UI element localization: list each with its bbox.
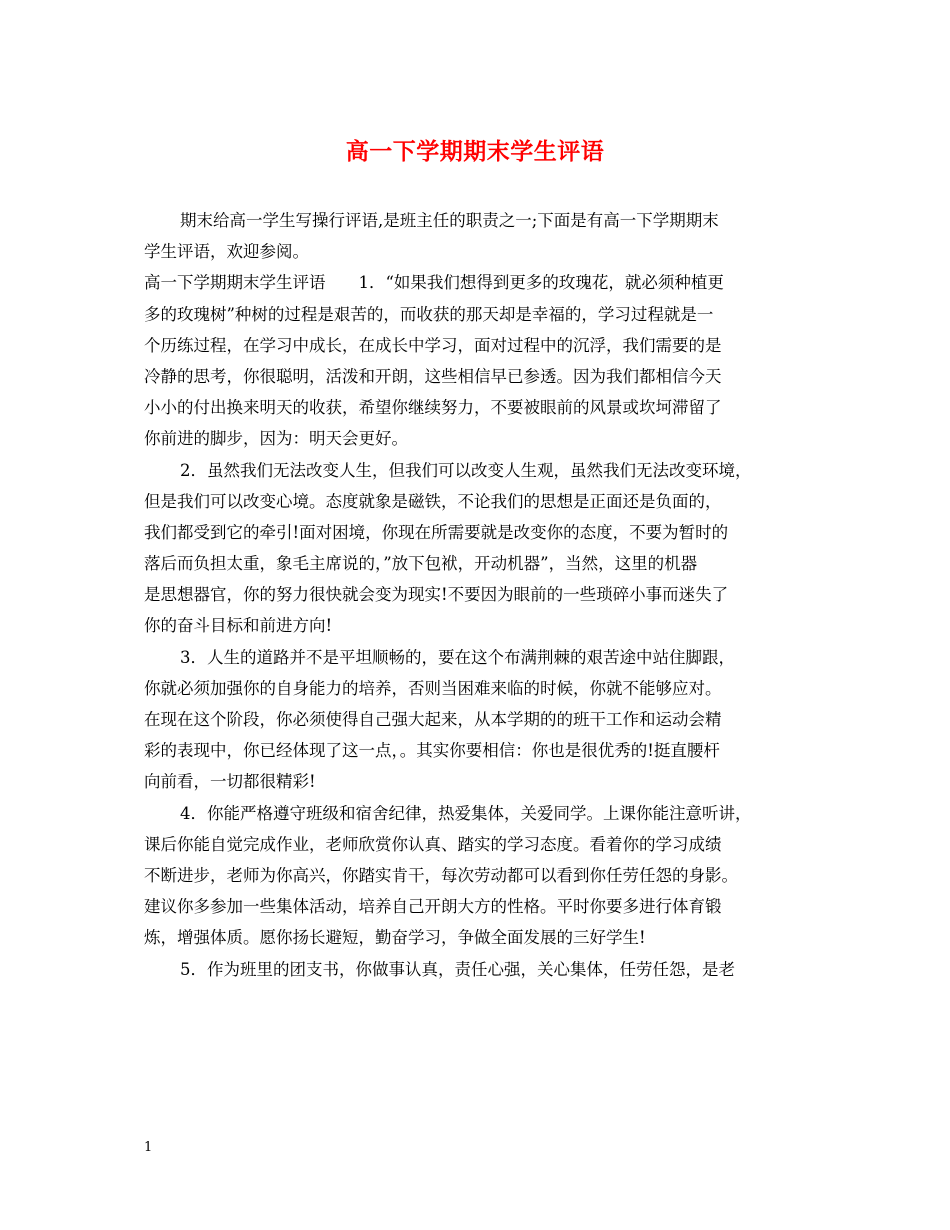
text-line: 你前进的脚步，因为：明天会更好。 (144, 429, 408, 449)
text-line: 小小的付出换来明天的收获，希望你继续努力，不要被眼前的风景或坎坷滞留了 (144, 398, 722, 418)
text-line: 不断进步，老师为你高兴，你踏实肯干，每次劳动都可以看到你任劳任怨的身影。 (144, 865, 738, 885)
text-line: 是思想器官，你的努力很快就会变为现实!不要因为眼前的一些琐碎小事而迷失了 (144, 585, 729, 605)
text-line: 学生评语，欢迎参阅。 (144, 242, 309, 262)
text-line: 落后而负担太重，象毛主席说的，”放下包袱，开动机器”，当然，这里的机器 (144, 554, 698, 574)
text-line: 炼，增强体质。愿你扬长避短，勤奋学习，争做全面发展的三好学生! (144, 928, 646, 948)
text-line: 彩的表现中，你已经体现了这一点，。其实你要相信：你也是很优秀的!挺直腰杆 (144, 741, 720, 761)
document-body (144, 205, 809, 985)
text-line: 但是我们可以改变心境。态度就象是磁铁，不论我们的思想是正面还是负面的， (144, 491, 722, 511)
text-line: 你的奋斗目标和前进方向! (144, 616, 333, 636)
text-line: 4．你能严格遵守班级和宿舍纪律，热爱集体，关爱同学。上课你能注意听讲， (180, 803, 752, 823)
text-line: 多的玫瑰树”种树的过程是艰苦的，而收获的那天却是幸福的，学习过程就是一 (144, 304, 714, 324)
text-line: 我们都受到它的牵引!面对困境，你现在所需要就是改变你的态度，不要为暂时的 (144, 522, 729, 542)
text-line: 5．作为班里的团支书，你做事认真，责任心强，关心集体，任劳任怨，是老 (180, 959, 735, 979)
text-line: 3．人生的道路并不是平坦顺畅的，要在这个布满荆棘的艰苦途中站住脚跟， (180, 647, 735, 667)
text-line: 高一下学期期末学生评语 1．“如果我们想得到更多的玫瑰花，就必须种植更 (144, 273, 724, 293)
text-line: 课后你能自觉完成作业，老师欣赏你认真、踏实的学习态度。看着你的学习成绩 (144, 834, 722, 854)
text-line: 你就必须加强你的自身能力的培养，否则当困难来临的时候，你就不能够应对。 (144, 678, 722, 698)
text-line: 向前看，一切都很精彩! (144, 772, 316, 792)
text-line: 个历练过程，在学习中成长，在成长中学习，面对过程中的沉浮，我们需要的是 (144, 335, 722, 355)
text-line: 期末给高一学生写操行评语,是班主任的职责之一;下面是有高一下学期期末 (180, 211, 719, 230)
text-line: 在现在这个阶段，你必须使得自己强大起来，从本学期的的班干工作和运动会精 (144, 710, 722, 729)
text-line: 建议你多参加一些集体活动，培养自己开朗大方的性格。平时你要多进行体育锻 (144, 897, 722, 917)
page-number: 1 (144, 1140, 153, 1155)
text-line: 冷静的思考，你很聪明，活泼和开朗，这些相信早已参透。因为我们都相信今天 (144, 366, 722, 386)
document-title: 高一下学期期末学生评语 (345, 138, 605, 165)
text-line: 2．虽然我们无法改变人生，但我们可以改变人生观，虽然我们无法改变环境， (180, 460, 752, 480)
